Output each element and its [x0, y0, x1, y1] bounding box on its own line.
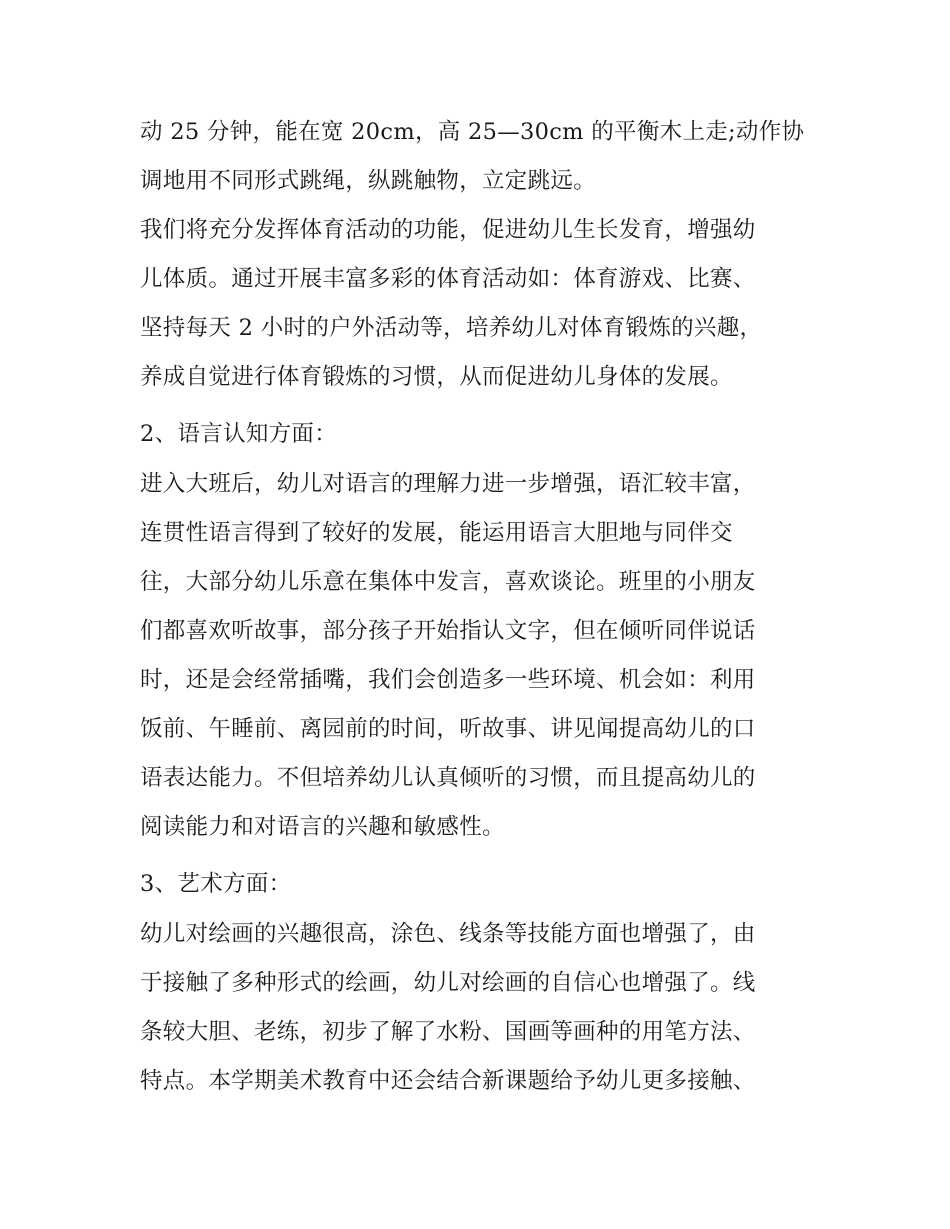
text-line: 时，还是会经常插嘴，我们会创造多一些环境、机会如：利用: [140, 667, 756, 693]
text-line: 调地用不同形式跳绳，纵跳触物，立定跳远。: [140, 168, 597, 194]
text-line: 特点。本学期美术教育中还会结合新课题给予幼儿更多接触、: [140, 1068, 756, 1094]
text-line: 坚持每天 2 小时的户外活动等，培养幼儿对体育锻炼的兴趣，: [140, 315, 763, 341]
text-line: 进入大班后，幼儿对语言的理解力进一步增强，语汇较丰富，: [140, 471, 756, 497]
text-line: 语表达能力。不但培养幼儿认真倾听的习惯，而且提高幼儿的: [140, 765, 756, 791]
text-line: 往，大部分幼儿乐意在集体中发言，喜欢谈论。班里的小朋友: [140, 569, 756, 595]
text-line: 儿体质。通过开展丰富多彩的体育活动如：体育游戏、比赛、: [140, 266, 756, 292]
text-line: 养成自觉进行体育锻炼的习惯，从而促进幼儿身体的发展。: [140, 364, 733, 390]
text-line: 连贯性语言得到了较好的发展，能运用语言大胆地与同伴交: [140, 520, 733, 546]
text-line: 动 25 分钟，能在宽 20cm，高 25—30cm 的平衡木上走;动作协: [140, 119, 805, 145]
text-line: 于接触了多种形式的绘画，幼儿对绘画的自信心也增强了。线: [140, 970, 756, 996]
text-line: 我们将充分发挥体育活动的功能，促进幼儿生长发育，增强幼: [140, 217, 756, 243]
text-line: 条较大胆、老练，初步了解了水粉、国画等画种的用笔方法、: [140, 1019, 756, 1045]
text-line: 阅读能力和对语言的兴趣和敏感性。: [140, 814, 505, 840]
text-line: 们都喜欢听故事，部分孩子开始指认文字，但在倾听同伴说话: [140, 618, 756, 644]
text-line: 饭前、午睡前、离园前的时间，听故事、讲见闻提高幼儿的口: [140, 716, 756, 742]
section-heading: 2、语言认知方面：: [140, 421, 338, 447]
section-heading: 3、艺术方面：: [140, 871, 292, 897]
text-line: 幼儿对绘画的兴趣很高，涂色、线条等技能方面也增强了，由: [140, 921, 756, 947]
